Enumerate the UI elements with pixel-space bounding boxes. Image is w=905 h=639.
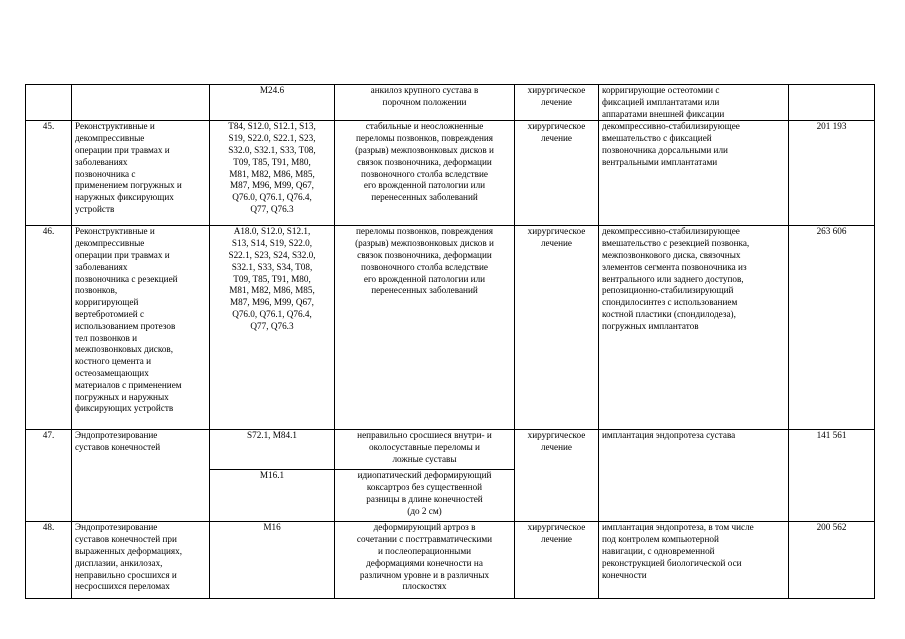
treatment-method-cell: имплантация эндопротеза сустава (599, 430, 789, 522)
icd-codes-cell: M24.6 (210, 85, 335, 121)
price-cell: 200 562 (789, 522, 875, 599)
table-row (26, 121, 875, 226)
row-number: 46. (26, 226, 72, 430)
patient-model-cell: деформирующий артроз в сочетании с посттравматическими и послеоперационными деформациями конечности на различном уровне и в различных плоскостях (335, 522, 515, 599)
treatment-type-cell: хирургическое лечение (515, 522, 599, 599)
patient-model-cell: анкилоз крупного сустава в порочном положении (335, 85, 515, 121)
row-number: 47. (26, 430, 72, 522)
table-row (26, 85, 875, 121)
treatment-type-cell: хирургическое лечение (515, 226, 599, 430)
patient-model-cell: идиопатический деформирующий коксартроз без существенной разницы в длине конечностей (до 2 см) (335, 470, 515, 522)
treatment-method-cell: декомпрессивно-стабилизирующее вмешательство с резекцией позвонка, межпозвонкового диска, связочных элементов сегмента позвоночника из вентрального или заднего доступов, репозиционно-стабилизирующий спондилосинтез с использованием костной пластики (спондилодеза), погружных имплантатов (599, 226, 789, 430)
patient-model-cell: стабильные и неосложненные переломы позвонков, повреждения (разрыв) межпозвонковых дисков и связок позвоночника, деформации позвоночного столба вследствие его врожденной патологии или перенесенных заболеваний (335, 121, 515, 226)
price-cell: 263 606 (789, 226, 875, 430)
treatment-type-cell: хирургическое лечение (515, 121, 599, 226)
price-cell: 201 193 (789, 121, 875, 226)
row-number: 48. (26, 522, 72, 599)
icd-codes-cell: T84, S12.0, S12.1, S13, S19, S22.0, S22.1, S23, S32.0, S32.1, S33, T08, T09, T85, T91, M80, M81, M82, M86, M85, M87, M96, M99, Q67, Q76.0, Q76.1, Q76.4, Q77, Q76.3 (210, 121, 335, 226)
table-row (26, 522, 875, 599)
care-type-cell: Реконструктивные и декомпрессивные операции при травмах и заболеваниях позвоночника с резекцией позвонков, корригирующей вертебротомией с использованием протезов тел позвонков и межпозвонковых дисков, костного цемента и остеозамещающих материалов с применением погружных и наружных фиксирующих устройств (72, 226, 210, 430)
row-number: 45. (26, 121, 72, 226)
icd-codes-cell: S72.1, M84.1 (210, 430, 335, 470)
icd-codes-cell: M16 (210, 522, 335, 599)
row-number (26, 85, 72, 121)
treatment-method-cell: имплантация эндопротеза, в том числе под контролем компьютерной навигации, с одновременной реконструкцией биологической оси конечности (599, 522, 789, 599)
care-type-cell: Эндопротезирование суставов конечностей (72, 430, 210, 522)
icd-codes-cell: A18.0, S12.0, S12.1, S13, S14, S19, S22.0, S22.1, S23, S24, S32.0, S32.1, S33, S34, T08, T09, T85, T91, M80, M81, M82, M86, M85, M87, M96, M99, Q67, Q76.0, Q76.1, Q76.4, Q77, Q76.3 (210, 226, 335, 430)
icd-codes-cell: M16.1 (210, 470, 335, 522)
treatment-type-cell: хирургическое лечение (515, 430, 599, 522)
treatment-type-cell: хирургическое лечение (515, 85, 599, 121)
table-row (26, 226, 875, 430)
patient-model-cell: неправильно сросшиеся внутри- и околосуставные переломы и ложные суставы (335, 430, 515, 470)
price-cell: 141 561 (789, 430, 875, 522)
treatment-method-cell: корригирующие остеотомии с фиксацией имплантатами или аппаратами внешней фиксации (599, 85, 789, 121)
care-type-cell (72, 85, 210, 121)
treatment-method-cell: декомпрессивно-стабилизирующее вмешательство с фиксацией позвоночника дорсальными или вентральными имплантатами (599, 121, 789, 226)
care-type-cell: Эндопротезирование суставов конечностей при выраженных деформациях, дисплазии, анкилозах, неправильно сросшихся и несросшихся переломах (72, 522, 210, 599)
table-row (26, 430, 875, 470)
price-cell (789, 85, 875, 121)
care-type-cell: Реконструктивные и декомпрессивные операции при травмах и заболеваниях позвоночника с применением погружных и наружных фиксирующих устройств (72, 121, 210, 226)
patient-model-cell: переломы позвонков, повреждения (разрыв) межпозвонковых дисков и связок позвоночника, деформации позвоночного столба вследствие его врожденной патологии или перенесенных заболеваний (335, 226, 515, 430)
medical-services-table (25, 84, 875, 599)
